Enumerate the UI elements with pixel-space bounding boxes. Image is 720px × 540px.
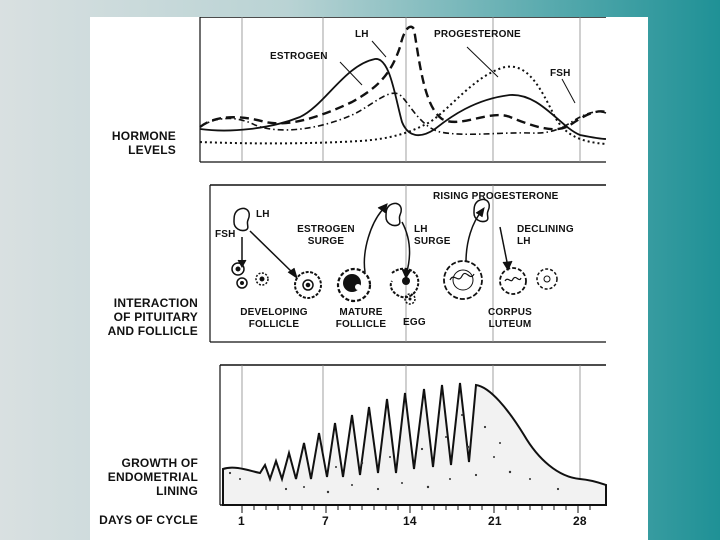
label-lh: LH bbox=[355, 29, 369, 40]
arrow-estrogen-surge bbox=[364, 207, 385, 272]
label-rising-progesterone: RISING PROGESTERONE bbox=[433, 191, 559, 202]
label-estrogen: ESTROGEN bbox=[270, 51, 328, 62]
endometrium-profile bbox=[223, 383, 606, 505]
day-label-7: 7 bbox=[322, 514, 329, 528]
arrow-declining-lh bbox=[500, 227, 508, 267]
label-interaction-fsh: FSH bbox=[215, 229, 236, 240]
progesterone-curve bbox=[200, 67, 606, 144]
developing-follicle-icons bbox=[232, 263, 321, 298]
arrow-rising-progesterone bbox=[466, 211, 482, 262]
label-interaction-lh: LH bbox=[256, 209, 270, 220]
label-egg: EGG bbox=[403, 317, 426, 328]
day-axis-ticks bbox=[242, 505, 590, 513]
arrow-lh-to-follicle bbox=[250, 231, 295, 275]
section-days-of-cycle: DAYS OF CYCLE bbox=[99, 513, 198, 527]
pituitary-icon-1 bbox=[234, 208, 249, 230]
lh-curve bbox=[200, 27, 606, 129]
diagram-sheet bbox=[90, 17, 648, 540]
hormone-panel bbox=[200, 17, 606, 162]
declining-luteum-icons bbox=[500, 268, 557, 294]
day-label-14: 14 bbox=[403, 514, 417, 528]
pituitary-icon-2 bbox=[386, 203, 401, 225]
label-corpus-luteum: CORPUS LUTEUM bbox=[488, 307, 532, 330]
label-mature-follicle: MATURE FOLLICLE bbox=[335, 307, 387, 330]
section-interaction: INTERACTION OF PITUITARY AND FOLLICLE bbox=[107, 296, 198, 338]
mature-follicle-icon bbox=[338, 269, 370, 301]
label-progesterone: PROGESTERONE bbox=[434, 29, 521, 40]
section-hormone-levels: HORMONE LEVELS bbox=[111, 129, 176, 157]
label-lh-surge: LH SURGE bbox=[414, 224, 451, 247]
label-estrogen-surge: ESTROGEN SURGE bbox=[297, 224, 355, 247]
label-fsh: FSH bbox=[550, 68, 571, 79]
endometrial-panel bbox=[220, 365, 606, 513]
day-label-1: 1 bbox=[238, 514, 245, 528]
label-declining-lh: DECLINING LH bbox=[517, 224, 574, 247]
section-endometrial: GROWTH OF ENDOMETRIAL LINING bbox=[107, 456, 198, 498]
day-label-28: 28 bbox=[573, 514, 587, 528]
corpus-luteum-icon bbox=[444, 261, 482, 299]
label-developing-follicle: DEVELOPING FOLLICLE bbox=[240, 307, 308, 330]
day-label-21: 21 bbox=[488, 514, 502, 528]
